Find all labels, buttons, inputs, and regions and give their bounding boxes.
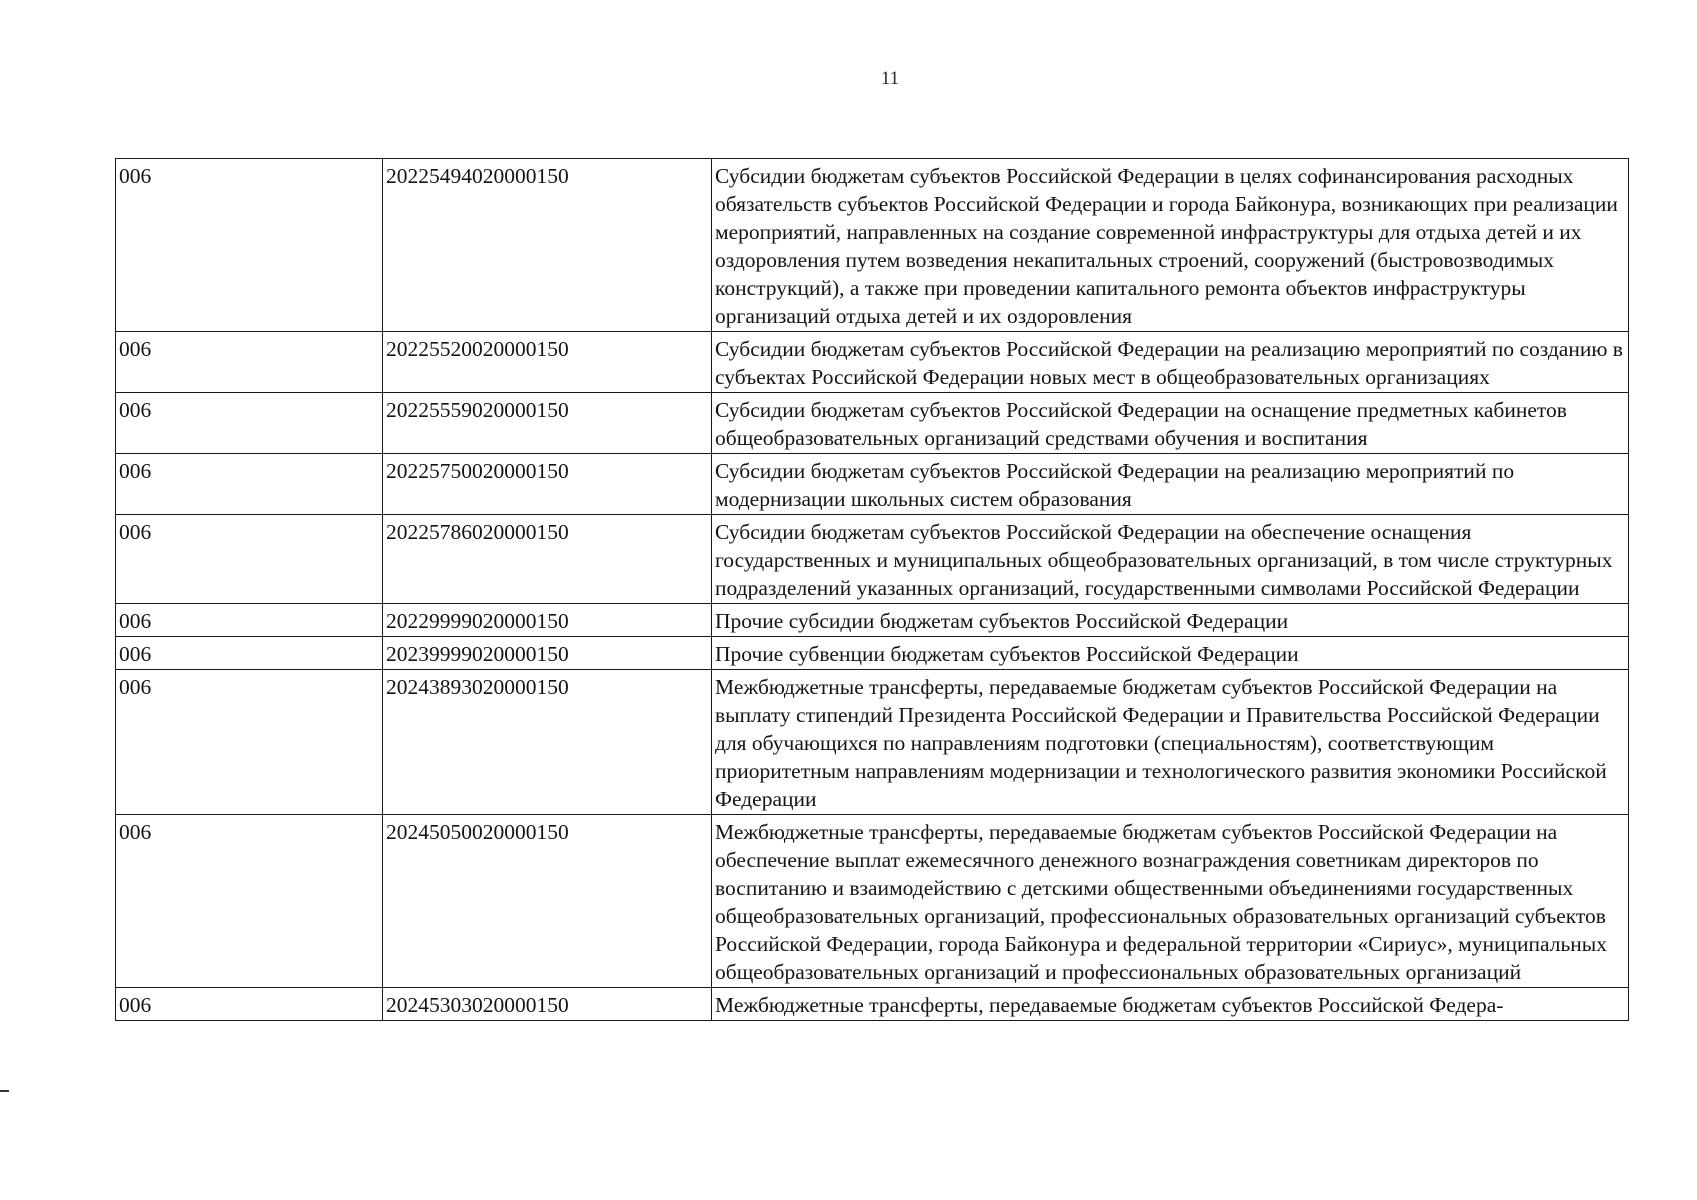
margin-mark <box>0 1090 9 1092</box>
table-row <box>116 815 1629 988</box>
table-row <box>116 332 1629 393</box>
table-row <box>116 393 1629 454</box>
page-number: 11 <box>880 68 900 89</box>
budget-code-cell: 20245303020000150 <box>383 988 712 1021</box>
table-row <box>116 670 1629 815</box>
table-row <box>116 454 1629 515</box>
admin-code-cell: 006 <box>116 159 383 332</box>
description-cell: Прочие субсидии бюджетам субъектов Российской Федерации <box>712 604 1629 637</box>
admin-code-cell: 006 <box>116 454 383 515</box>
admin-code-cell: 006 <box>116 393 383 454</box>
budget-code-cell: 20225494020000150 <box>383 159 712 332</box>
budget-code-table <box>115 158 1629 1021</box>
admin-code-cell: 006 <box>116 637 383 670</box>
table-row <box>116 515 1629 604</box>
admin-code-cell: 006 <box>116 332 383 393</box>
table-row <box>116 988 1629 1021</box>
description-cell: Межбюджетные трансферты, передаваемые бюджетам субъектов Российской Федерации на выплату стипендий Президента Российской Федерации и Правительства Российской Федерации для обучающихся по направлениям подготовки (специальностям), соответствующим приоритетным направлениям модернизации и технологического развития экономики Российской Федерации <box>712 670 1629 815</box>
budget-code-cell: 20225786020000150 <box>383 515 712 604</box>
description-cell: Субсидии бюджетам субъектов Российской Федерации на реализацию мероприятий по созданию в субъектах Российской Федерации новых мест в общеобразовательных организациях <box>712 332 1629 393</box>
budget-code-cell: 20225559020000150 <box>383 393 712 454</box>
description-cell: Субсидии бюджетам субъектов Российской Федерации на реализацию мероприятий по модернизации школьных систем образования <box>712 454 1629 515</box>
description-cell: Межбюджетные трансферты, передаваемые бюджетам субъектов Российской Федера- <box>712 988 1629 1021</box>
description-cell: Межбюджетные трансферты, передаваемые бюджетам субъектов Российской Федерации на обеспечение выплат ежемесячного денежного вознаграждения советникам директоров по воспитанию и взаимодействию с детскими общественными объединениями государственных общеобразовательных организаций, профессиональных образовательных организаций субъектов Российской Федерации, города Байконура и федеральной территории «Сириус», муниципальных общеобразовательных организаций и профессиональных образовательных организаций <box>712 815 1629 988</box>
admin-code-cell: 006 <box>116 815 383 988</box>
table-row <box>116 604 1629 637</box>
table-row <box>116 637 1629 670</box>
budget-code-cell: 20245050020000150 <box>383 815 712 988</box>
admin-code-cell: 006 <box>116 604 383 637</box>
admin-code-cell: 006 <box>116 515 383 604</box>
description-cell: Прочие субвенции бюджетам субъектов Российской Федерации <box>712 637 1629 670</box>
budget-code-cell: 20225520020000150 <box>383 332 712 393</box>
budget-code-cell: 20225750020000150 <box>383 454 712 515</box>
budget-code-cell: 20229999020000150 <box>383 604 712 637</box>
budget-code-cell: 20239999020000150 <box>383 637 712 670</box>
budget-code-cell: 20243893020000150 <box>383 670 712 815</box>
description-cell: Субсидии бюджетам субъектов Российской Федерации на обеспечение оснащения государственных и муниципальных общеобразовательных организаций, в том числе структурных подразделений указанных организаций, государственными символами Российской Федерации <box>712 515 1629 604</box>
description-cell: Субсидии бюджетам субъектов Российской Федерации в целях софинансирования расходных обязательств субъектов Российской Федерации и города Байконура, возникающих при реализации мероприятий, направленных на создание современной инфраструктуры для отдыха детей и их оздоровления путем возведения некапитальных строений, сооружений (быстровозводимых конструкций), а также при проведении капитального ремонта объектов инфраструктуры организаций отдыха детей и их оздоровления <box>712 159 1629 332</box>
admin-code-cell: 006 <box>116 670 383 815</box>
description-cell: Субсидии бюджетам субъектов Российской Федерации на оснащение предметных кабинетов общеобразовательных организаций средствами обучения и воспитания <box>712 393 1629 454</box>
admin-code-cell: 006 <box>116 988 383 1021</box>
table-row <box>116 159 1629 332</box>
